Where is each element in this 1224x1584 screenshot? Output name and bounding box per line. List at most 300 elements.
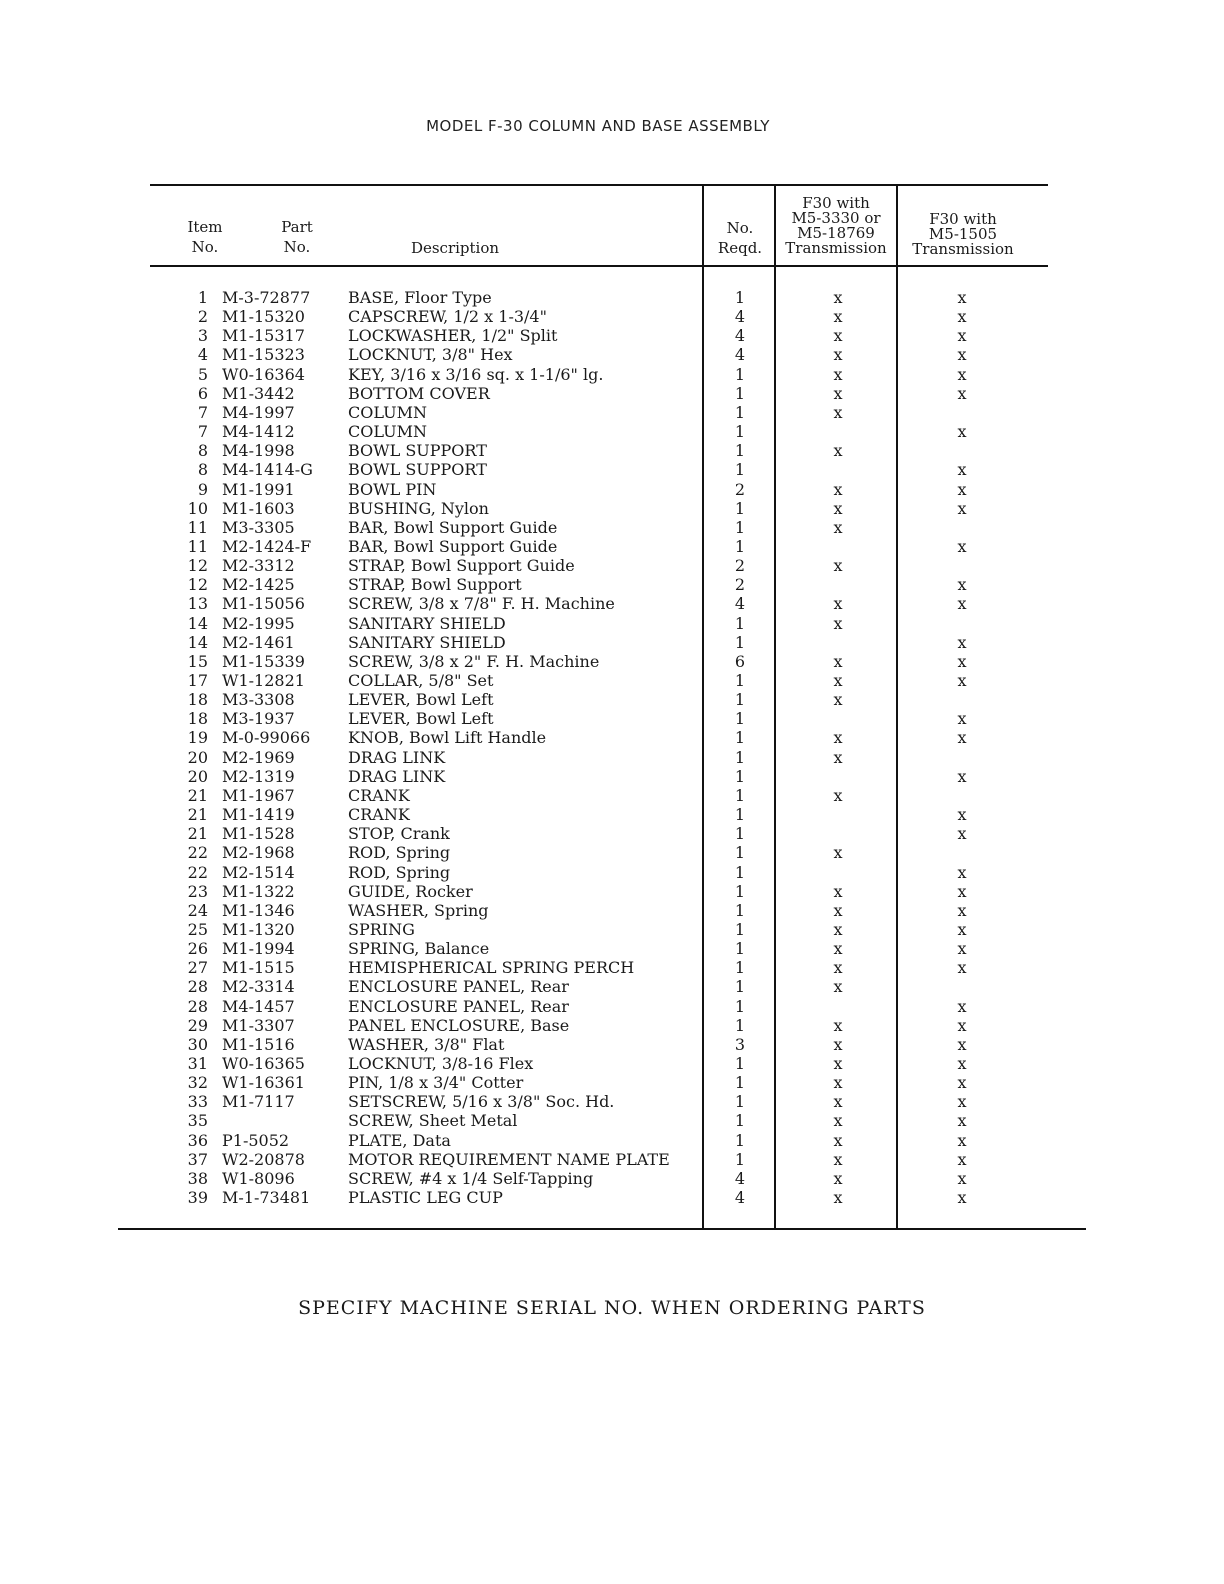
part-number: M4-1457 [222,997,295,1016]
description: WASHER, Spring [348,901,489,920]
description: STOP, Crank [348,824,450,843]
header-qty-line1: No. [726,219,754,237]
header-part [272,219,322,256]
part-number: M-3-72877 [222,288,311,307]
part-number: M1-1322 [222,882,295,901]
table-row [0,863,1224,882]
part-number: M4-1997 [222,403,295,422]
table-row [0,977,1224,996]
item-number: 7 [197,403,208,422]
transmission-b-mark: x [957,652,967,671]
transmission-b-mark: x [957,480,967,499]
item-number: 30 [187,1035,208,1054]
description: HEMISPHERICAL SPRING PERCH [348,958,635,977]
transmission-b-mark: x [957,728,967,747]
transmission-a-mark: x [833,345,843,364]
transmission-b-mark: x [957,1073,967,1092]
table-row [0,441,1224,460]
transmission-b-mark: x [957,1150,967,1169]
description: BOWL SUPPORT [348,460,487,479]
description: BOWL PIN [348,480,437,499]
transmission-b-mark: x [957,326,967,345]
transmission-b-mark: x [957,882,967,901]
part-number: M2-3312 [222,556,295,575]
transmission-b-mark: x [957,345,967,364]
description: CAPSCREW, 1/2 x 1-3/4" [348,307,547,326]
table-row [0,633,1224,652]
transmission-b-mark: x [957,1169,967,1188]
quantity-required: 1 [734,786,746,805]
transmission-a-mark: x [833,920,843,939]
part-number: M2-1425 [222,575,295,594]
table-row [0,1092,1224,1111]
item-number: 14 [187,614,208,633]
transmission-a-mark: x [833,901,843,920]
transmission-b-mark: x [957,537,967,556]
item-number: 20 [187,767,208,786]
quantity-required: 1 [734,748,746,767]
part-number: W1-8096 [222,1169,295,1188]
description: STRAP, Bowl Support [348,575,522,594]
transmission-b-mark: x [957,575,967,594]
table-row [0,1073,1224,1092]
description: DRAG LINK [348,767,446,786]
item-number: 36 [187,1131,208,1150]
description: PIN, 1/8 x 3/4" Cotter [348,1073,524,1092]
item-number: 38 [187,1169,208,1188]
item-number: 33 [187,1092,208,1111]
part-number: M1-1603 [222,499,295,518]
description: SPRING, Balance [348,939,490,958]
quantity-required: 1 [734,403,746,422]
table-bottom-rule [118,1228,1086,1230]
item-number: 22 [187,843,208,862]
item-number: 1 [197,288,208,307]
table-row [0,1188,1224,1207]
transmission-a-mark: x [833,652,843,671]
table-row [0,614,1224,633]
quantity-required: 2 [734,575,746,594]
description: SCREW, #4 x 1/4 Self-Tapping [348,1169,594,1188]
quantity-required: 1 [734,882,746,901]
part-number: M1-1419 [222,805,295,824]
table-row [0,843,1224,862]
header-item-line2: No. [191,238,219,256]
transmission-b-mark: x [957,805,967,824]
item-number: 31 [187,1054,208,1073]
quantity-required: 2 [734,480,746,499]
item-number: 12 [187,556,208,575]
quantity-required: 1 [734,709,746,728]
part-number: M1-1967 [222,786,295,805]
part-number: M2-1319 [222,767,295,786]
transmission-a-mark: x [833,384,843,403]
quantity-required: 1 [734,671,746,690]
quantity-required: 1 [734,920,746,939]
part-number: W1-16361 [222,1073,305,1092]
quantity-required: 1 [734,958,746,977]
description: ROD, Spring [348,843,451,862]
quantity-required: 1 [734,384,746,403]
table-row [0,958,1224,977]
quantity-required: 1 [734,1111,746,1130]
item-number: 22 [187,863,208,882]
page-title: MODEL F-30 COLUMN AND BASE ASSEMBLY [426,117,770,135]
part-number: W1-12821 [222,671,305,690]
quantity-required: 1 [734,843,746,862]
quantity-required: 1 [734,863,746,882]
table-row [0,345,1224,364]
transmission-a-mark: x [833,1111,843,1130]
transmission-b-mark: x [957,1111,967,1130]
part-number: P1-5052 [222,1131,290,1150]
quantity-required: 4 [734,1188,746,1207]
transmission-b-mark: x [957,594,967,613]
description: COLUMN [348,422,427,441]
description: COLLAR, 5/8" Set [348,671,494,690]
item-number: 35 [187,1111,208,1130]
description: STRAP, Bowl Support Guide [348,556,575,575]
transmission-a-mark: x [833,594,843,613]
table-row [0,460,1224,479]
header-part-line1: Part [281,218,313,236]
header-transmission-b-line1: F30 with [929,210,997,228]
description: LOCKNUT, 3/8-16 Flex [348,1054,534,1073]
part-number: M1-1994 [222,939,295,958]
transmission-b-mark: x [957,1188,967,1207]
quantity-required: 1 [734,690,746,709]
part-number: W2-20878 [222,1150,305,1169]
description: SCREW, 3/8 x 7/8" F. H. Machine [348,594,615,613]
item-number: 39 [187,1188,208,1207]
description: SETSCREW, 5/16 x 3/8" Soc. Hd. [348,1092,615,1111]
part-number: M4-1414-G [222,460,313,479]
transmission-b-mark: x [957,422,967,441]
table-row [0,403,1224,422]
description: BAR, Bowl Support Guide [348,518,558,537]
part-number: W0-16365 [222,1054,305,1073]
table-row [0,307,1224,326]
table-row [0,652,1224,671]
part-number: M1-1991 [222,480,295,499]
transmission-a-mark: x [833,1035,843,1054]
item-number: 18 [187,709,208,728]
item-number: 19 [187,728,208,747]
table-row [0,1035,1224,1054]
transmission-b-mark: x [957,671,967,690]
transmission-b-mark: x [957,1131,967,1150]
transmission-a-mark: x [833,671,843,690]
part-number: M1-3307 [222,1016,295,1035]
table-row [0,499,1224,518]
transmission-a-mark: x [833,480,843,499]
transmission-a-mark: x [833,939,843,958]
header-transmission-b [898,212,1028,257]
quantity-required: 1 [734,977,746,996]
table-row [0,518,1224,537]
transmission-b-mark: x [957,1016,967,1035]
quantity-required: 6 [734,652,746,671]
transmission-b-mark: x [957,365,967,384]
description: LEVER, Bowl Left [348,709,494,728]
table-row [0,422,1224,441]
transmission-a-mark: x [833,499,843,518]
part-number: M1-15317 [222,326,305,345]
part-number: M-1-73481 [222,1188,311,1207]
table-row [0,690,1224,709]
description: COLUMN [348,403,427,422]
quantity-required: 1 [734,1150,746,1169]
part-number: M3-3305 [222,518,295,537]
table-row [0,288,1224,307]
part-number: M2-1969 [222,748,295,767]
item-number: 8 [197,441,208,460]
quantity-required: 1 [734,997,746,1016]
part-number: M3-3308 [222,690,295,709]
part-number: M1-1515 [222,958,295,977]
quantity-required: 1 [734,1092,746,1111]
part-number: M2-1514 [222,863,295,882]
description: PLATE, Data [348,1131,451,1150]
transmission-a-mark: x [833,614,843,633]
transmission-b-mark: x [957,384,967,403]
transmission-b-mark: x [957,958,967,977]
description: CRANK [348,786,410,805]
item-number: 3 [197,326,208,345]
transmission-a-mark: x [833,1092,843,1111]
table-row [0,556,1224,575]
part-number: M1-1516 [222,1035,295,1054]
description: CRANK [348,805,410,824]
part-number: M2-1461 [222,633,295,652]
transmission-a-mark: x [833,1169,843,1188]
transmission-a-mark: x [833,1150,843,1169]
quantity-required: 3 [734,1035,746,1054]
quantity-required: 1 [734,939,746,958]
table-row [0,728,1224,747]
description: SCREW, Sheet Metal [348,1111,518,1130]
header-item-line1: Item [187,218,223,236]
item-number: 25 [187,920,208,939]
table-row [0,1131,1224,1150]
item-number: 11 [187,518,208,537]
table-row [0,1111,1224,1130]
item-number: 5 [197,365,208,384]
item-number: 24 [187,901,208,920]
table-row [0,671,1224,690]
description: BOTTOM COVER [348,384,490,403]
quantity-required: 1 [734,499,746,518]
item-number: 37 [187,1150,208,1169]
description: PLASTIC LEG CUP [348,1188,503,1207]
table-row [0,748,1224,767]
header-qty [704,220,776,257]
part-number: M4-1998 [222,441,295,460]
item-number: 12 [187,575,208,594]
description: ROD, Spring [348,863,451,882]
table-row [0,1054,1224,1073]
quantity-required: 1 [734,460,746,479]
description: GUIDE, Rocker [348,882,473,901]
header-transmission-a-line4: Transmission [785,239,887,257]
transmission-a-mark: x [833,326,843,345]
description: LEVER, Bowl Left [348,690,494,709]
transmission-a-mark: x [833,843,843,862]
part-number: M1-7117 [222,1092,295,1111]
table-row [0,537,1224,556]
header-transmission-a-line1: F30 with [802,194,870,212]
quantity-required: 1 [734,518,746,537]
transmission-a-mark: x [833,958,843,977]
transmission-b-mark: x [957,288,967,307]
item-number: 28 [187,977,208,996]
header-bottom-rule [150,265,1048,267]
transmission-a-mark: x [833,728,843,747]
quantity-required: 1 [734,365,746,384]
transmission-a-mark: x [833,690,843,709]
item-number: 7 [197,422,208,441]
description: LOCKNUT, 3/8" Hex [348,345,513,364]
table-row [0,384,1224,403]
ordering-note: SPECIFY MACHINE SERIAL NO. WHEN ORDERING PARTS [298,1297,926,1319]
quantity-required: 1 [734,441,746,460]
part-number: M4-1412 [222,422,295,441]
item-number: 28 [187,997,208,1016]
quantity-required: 1 [734,1073,746,1092]
header-qty-line2: Reqd. [717,239,763,257]
transmission-b-mark: x [957,633,967,652]
transmission-b-mark: x [957,460,967,479]
part-number: M2-1424-F [222,537,312,556]
item-number: 9 [197,480,208,499]
table-row [0,1016,1224,1035]
quantity-required: 1 [734,1131,746,1150]
description: ENCLOSURE PANEL, Rear [348,997,569,1016]
part-number: M1-15320 [222,307,305,326]
quantity-required: 1 [734,901,746,920]
table-row [0,767,1224,786]
item-number: 21 [187,786,208,805]
part-number: M1-1346 [222,901,295,920]
header-transmission-a-line3: M5-18769 [797,224,875,242]
part-number: M1-3442 [222,384,295,403]
part-number: M2-1968 [222,843,295,862]
transmission-a-mark: x [833,403,843,422]
transmission-a-mark: x [833,786,843,805]
transmission-a-mark: x [833,1054,843,1073]
item-number: 26 [187,939,208,958]
description: KNOB, Bowl Lift Handle [348,728,547,747]
table-row [0,920,1224,939]
description: LOCKWASHER, 1/2" Split [348,326,558,345]
transmission-b-mark: x [957,1054,967,1073]
item-number: 14 [187,633,208,652]
header-part-line2: No. [283,238,311,256]
description: KEY, 3/16 x 3/16 sq. x 1-1/6" lg. [348,365,604,384]
item-number: 15 [187,652,208,671]
transmission-b-mark: x [957,863,967,882]
table-row [0,882,1224,901]
item-number: 6 [197,384,208,403]
part-number: M2-1995 [222,614,295,633]
quantity-required: 1 [734,633,746,652]
transmission-a-mark: x [833,518,843,537]
quantity-required: 1 [734,824,746,843]
transmission-b-mark: x [957,920,967,939]
quantity-required: 4 [734,307,746,326]
quantity-required: 1 [734,614,746,633]
description: BASE, Floor Type [348,288,492,307]
header-transmission-b-line3: Transmission [912,240,1014,258]
item-number: 23 [187,882,208,901]
table-row [0,1150,1224,1169]
quantity-required: 1 [734,767,746,786]
quantity-required: 2 [734,556,746,575]
transmission-a-mark: x [833,1188,843,1207]
table-row [0,480,1224,499]
description: ENCLOSURE PANEL, Rear [348,977,569,996]
quantity-required: 4 [734,345,746,364]
description: MOTOR REQUIREMENT NAME PLATE [348,1150,670,1169]
item-number: 21 [187,824,208,843]
transmission-b-mark: x [957,307,967,326]
quantity-required: 1 [734,1016,746,1035]
transmission-a-mark: x [833,307,843,326]
transmission-b-mark: x [957,767,967,786]
quantity-required: 1 [734,728,746,747]
part-number: M1-1320 [222,920,295,939]
header-item [180,219,230,256]
quantity-required: 4 [734,326,746,345]
description: SPRING [348,920,415,939]
table-row [0,594,1224,613]
part-number: M2-3314 [222,977,295,996]
transmission-b-mark: x [957,901,967,920]
description: SANITARY SHIELD [348,633,506,652]
transmission-a-mark: x [833,977,843,996]
item-number: 17 [187,671,208,690]
description: SCREW, 3/8 x 2" F. H. Machine [348,652,600,671]
transmission-b-mark: x [957,824,967,843]
table-row [0,575,1224,594]
table-row [0,365,1224,384]
item-number: 13 [187,594,208,613]
item-number: 8 [197,460,208,479]
transmission-a-mark: x [833,441,843,460]
table-row [0,1169,1224,1188]
transmission-a-mark: x [833,1131,843,1150]
table-row [0,901,1224,920]
transmission-a-mark: x [833,365,843,384]
description: BAR, Bowl Support Guide [348,537,558,556]
transmission-a-mark: x [833,288,843,307]
header-transmission-a [776,196,896,256]
item-number: 20 [187,748,208,767]
table-row [0,786,1224,805]
transmission-a-mark: x [833,748,843,767]
item-number: 21 [187,805,208,824]
part-number: M1-1528 [222,824,295,843]
transmission-a-mark: x [833,556,843,575]
transmission-b-mark: x [957,709,967,728]
quantity-required: 4 [734,1169,746,1188]
transmission-a-mark: x [833,1073,843,1092]
description: BUSHING, Nylon [348,499,489,518]
table-row [0,709,1224,728]
quantity-required: 4 [734,594,746,613]
table-row [0,824,1224,843]
description: WASHER, 3/8" Flat [348,1035,505,1054]
